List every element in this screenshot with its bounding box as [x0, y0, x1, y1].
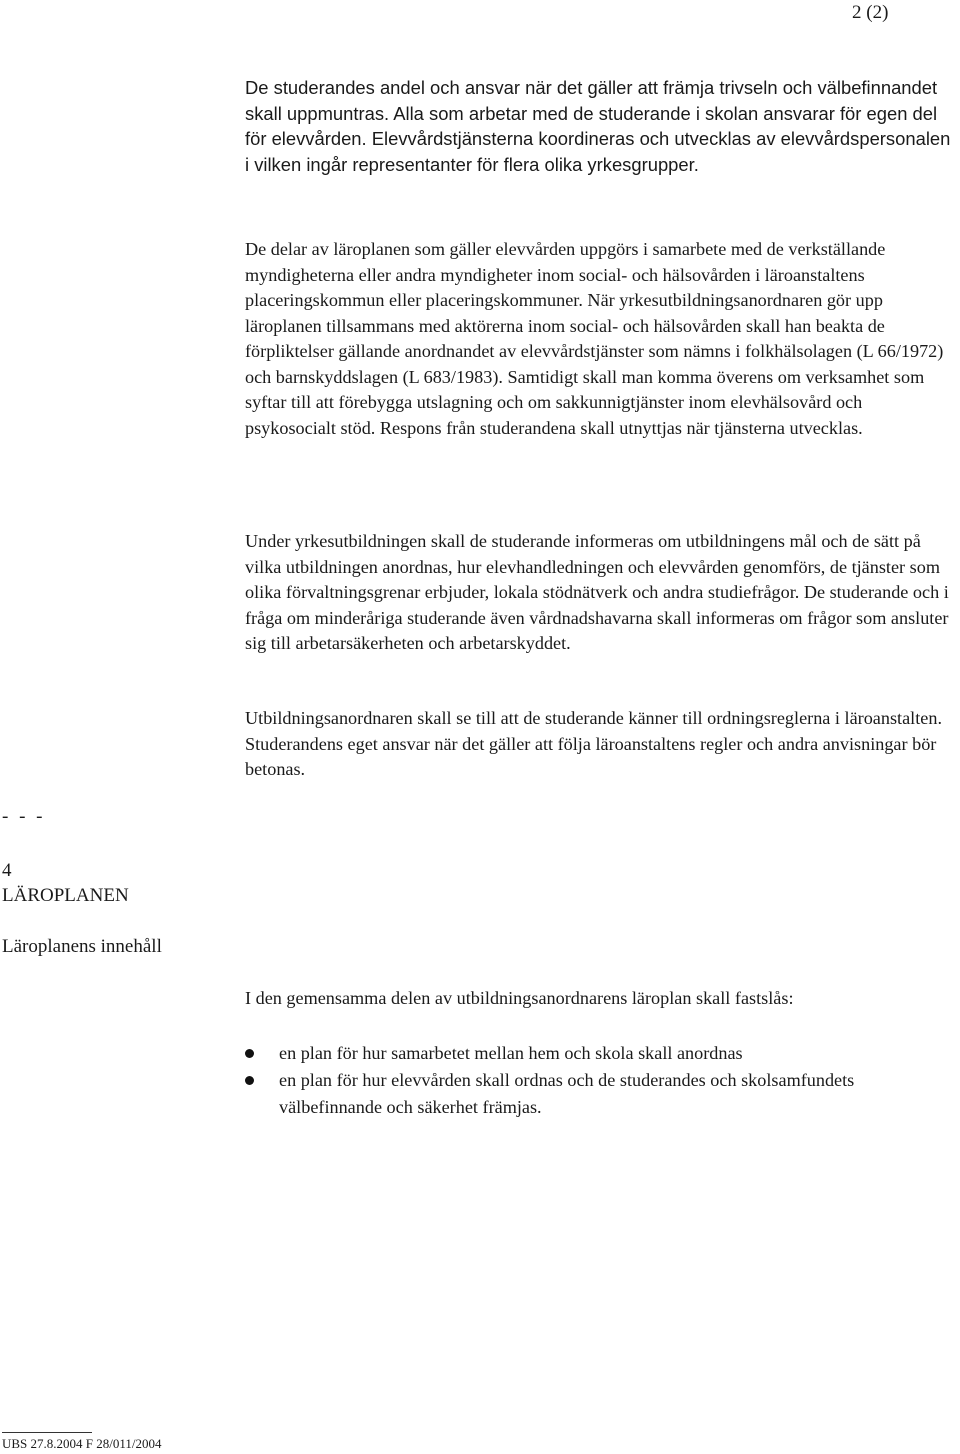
list-item-text: en plan för hur samarbetet mellan hem och skola skall anordnas	[279, 1043, 743, 1063]
list-item-text: en plan för hur elevvården skall ordnas och de studerandes och skolsamfundets välbefinnande och säkerhet främjas.	[279, 1070, 855, 1117]
paragraph-student-participation: De studerandes andel och ansvar när det gäller att främja trivseln och välbefinnandet skall uppmuntras. Alla som arbetar med de studerande i skolan ansvarar för egen del för elevvården. Elevvårdstjänsterna koordineras och utvecklas av elevvårdspersonalen i vilken ingår representanter för flera olika yrkesgrupper.	[245, 77, 951, 175]
page-number: 2 (2)	[852, 2, 889, 23]
paragraph-curriculum-cooperation: De delar av läroplanen som gäller elevvården uppgörs i samarbete med de verkställande myndigheterna eller andra myndigheter inom social- och hälsovården i läroanstaltens placeringskommun eller placeringskommuner. När yrkesutbildningsanordnaren gör upp läroplanen tillsammans med aktörerna inom social- och hälsovården skall han beakta de förpliktelser gällande anordnandet av elevvårdstjänster som nämns i folkhälsolagen (L 66/1972) och barnskyddslagen (L 683/1983). Samtidigt skall man komma överens om verksamhet som syftar till att förebygga utslagning och om sakkunnigtjänster inom elevhälsovård och psykosocialt stöd. Respons från studerandena skall utnyttjas när tjänsterna utvecklas.	[245, 239, 944, 438]
bullet-icon	[245, 1049, 254, 1058]
chapter-number: 4	[2, 860, 12, 881]
list-item	[245, 1067, 957, 1121]
footer-rule	[2, 1432, 92, 1433]
bullet-icon	[245, 1076, 254, 1085]
list-item	[245, 1040, 957, 1067]
section-separator: - - -	[2, 806, 46, 827]
footer-reference: UBS 27.8.2004 F 28/011/2004	[2, 1436, 162, 1451]
section-heading: Läroplanens innehåll	[2, 936, 162, 957]
paragraph-order-rules: Utbildningsanordnaren skall se till att de studerande känner till ordningsreglerna i läroanstalten. Studerandens eget ansvar när det gäller att följa läroanstaltens regler och andra anvisningar bör betonas.	[245, 708, 942, 779]
paragraph-curriculum-content-intro: I den gemensamma delen av utbildningsanordnarens läroplan skall fastslås:	[245, 988, 794, 1008]
paragraph-student-information: Under yrkesutbildningen skall de studerande informeras om utbildningens mål och de sätt på vilka utbildningen anordnas, hur elevhandledningen och elevvården genomförs, de tjänster som olika förvaltningsgrenar erbjuder, lokala stödnätverk och andra studiefrågor. De studerande och i fråga om minderåriga studerande även vårdnadshavarna skall informeras om frågor som ansluter sig till arbetarsäkerheten och arbetarskyddet.	[245, 531, 949, 653]
chapter-heading: LÄROPLANEN	[2, 885, 129, 906]
bullet-list	[245, 1040, 957, 1121]
